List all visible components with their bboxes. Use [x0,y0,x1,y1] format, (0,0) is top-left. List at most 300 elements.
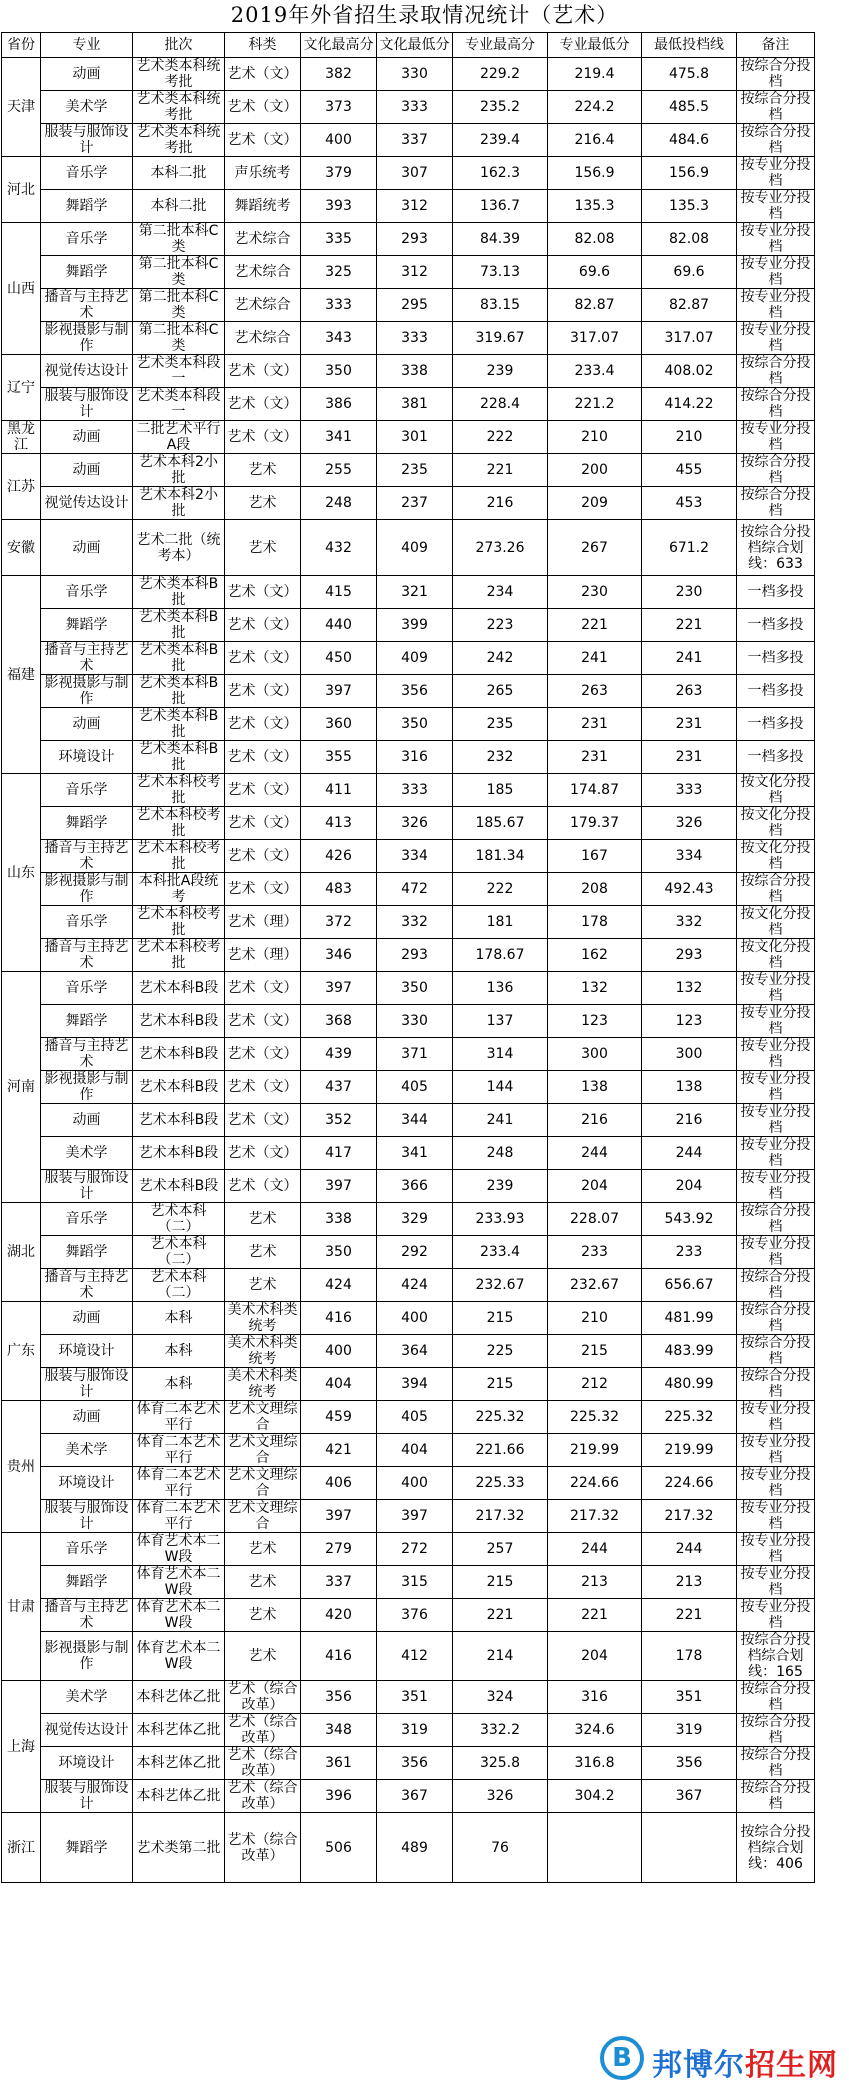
category-cell: 艺术（文） [225,124,301,157]
major-max-cell: 136.7 [453,190,548,223]
min-line-cell: 333 [642,774,737,807]
category-cell: 艺术 [225,1533,301,1566]
note-cell: 按文化分投档 [737,840,815,873]
batch-cell: 本科艺体乙批 [133,1714,225,1747]
table-row [2,1533,815,1566]
culture-min-cell: 381 [377,388,453,421]
table-row [2,609,815,642]
major-min-cell: 231 [548,741,642,774]
category-cell: 艺术（文） [225,840,301,873]
major-cell: 动画 [41,1401,133,1434]
min-line-cell: 492.43 [642,873,737,906]
major-min-cell: 316.8 [548,1747,642,1780]
header-min-line: 最低投档线 [642,33,737,58]
culture-max-cell: 360 [301,708,377,741]
culture-max-cell: 459 [301,1401,377,1434]
min-line-cell: 233 [642,1236,737,1269]
major-cell: 舞蹈学 [41,1005,133,1038]
min-line-cell: 293 [642,939,737,972]
min-line-cell: 217.32 [642,1500,737,1533]
major-min-cell: 244 [548,1137,642,1170]
note-cell: 按专业分投档 [737,1500,815,1533]
major-max-cell: 225.32 [453,1401,548,1434]
province-cell: 黑龙江 [2,421,41,454]
culture-max-cell: 400 [301,1335,377,1368]
category-cell: 艺术（文） [225,807,301,840]
culture-min-cell: 332 [377,906,453,939]
major-min-cell: 178 [548,906,642,939]
note-cell: 按综合分投档 [737,1681,815,1714]
culture-max-cell: 368 [301,1005,377,1038]
category-cell: 艺术 [225,1269,301,1302]
culture-min-cell: 272 [377,1533,453,1566]
culture-min-cell: 351 [377,1681,453,1714]
major-cell: 音乐学 [41,1203,133,1236]
note-cell: 一档多投 [737,675,815,708]
header-major-max: 专业最高分 [453,33,548,58]
major-min-cell: 221 [548,609,642,642]
culture-min-cell: 397 [377,1500,453,1533]
major-max-cell: 221.66 [453,1434,548,1467]
culture-max-cell: 415 [301,576,377,609]
culture-min-cell: 371 [377,1038,453,1071]
note-cell: 按专业分投档 [737,289,815,322]
note-cell: 按专业分投档 [737,322,815,355]
culture-max-cell: 426 [301,840,377,873]
watermark-text [652,2040,838,2084]
min-line-cell: 216 [642,1104,737,1137]
note-cell: 按专业分投档 [737,1533,815,1566]
table-row [2,190,815,223]
table-row [2,223,815,256]
batch-cell: 艺术类本科B批 [133,708,225,741]
major-min-cell: 138 [548,1071,642,1104]
culture-min-cell: 412 [377,1632,453,1681]
note-cell: 按专业分投档 [737,1401,815,1434]
culture-min-cell: 356 [377,675,453,708]
min-line-cell: 221 [642,609,737,642]
culture-max-cell: 350 [301,1236,377,1269]
major-cell: 服装与服饰设计 [41,1170,133,1203]
culture-min-cell: 337 [377,124,453,157]
min-line-cell: 414.22 [642,388,737,421]
major-max-cell: 319.67 [453,322,548,355]
batch-cell: 体育艺术本二W段 [133,1533,225,1566]
major-min-cell: 304.2 [548,1780,642,1813]
culture-min-cell: 472 [377,873,453,906]
major-min-cell: 316 [548,1681,642,1714]
note-cell: 按专业分投档 [737,1599,815,1632]
category-cell: 艺术（文） [225,91,301,124]
min-line-cell: 455 [642,454,737,487]
culture-max-cell: 338 [301,1203,377,1236]
table-row [2,91,815,124]
batch-cell: 艺术类本科B批 [133,609,225,642]
table-row [2,1269,815,1302]
province-cell: 河南 [2,972,41,1203]
culture-min-cell: 330 [377,1005,453,1038]
culture-max-cell: 416 [301,1302,377,1335]
note-cell: 一档多投 [737,576,815,609]
culture-min-cell: 329 [377,1203,453,1236]
major-cell: 音乐学 [41,1533,133,1566]
table-row [2,1335,815,1368]
major-cell: 动画 [41,708,133,741]
major-min-cell: 204 [548,1170,642,1203]
major-cell: 影视摄影与制作 [41,1632,133,1681]
culture-min-cell: 399 [377,609,453,642]
culture-min-cell: 235 [377,454,453,487]
note-cell: 按综合分投档 [737,487,815,520]
min-line-cell: 156.9 [642,157,737,190]
batch-cell: 第二批本科C类 [133,322,225,355]
major-min-cell: 221 [548,1599,642,1632]
min-line-cell: 481.99 [642,1302,737,1335]
note-cell: 按专业分投档 [737,223,815,256]
min-line-cell: 231 [642,741,737,774]
major-cell: 影视摄影与制作 [41,1071,133,1104]
category-cell: 艺术（理） [225,939,301,972]
min-line-cell: 475.8 [642,58,737,91]
note-cell: 按专业分投档 [737,1467,815,1500]
note-cell: 按文化分投档 [737,906,815,939]
major-max-cell: 162.3 [453,157,548,190]
batch-cell: 艺术本科校考批 [133,807,225,840]
major-cell: 环境设计 [41,1467,133,1500]
batch-cell: 艺术本科（二） [133,1269,225,1302]
table-row [2,1780,815,1813]
table-row [2,1005,815,1038]
culture-max-cell: 506 [301,1813,377,1883]
category-cell: 艺术文理综合 [225,1401,301,1434]
category-cell: 艺术（文） [225,972,301,1005]
major-cell: 播音与主持艺术 [41,289,133,322]
table-row [2,1714,815,1747]
culture-max-cell: 352 [301,1104,377,1137]
major-cell: 播音与主持艺术 [41,1269,133,1302]
culture-max-cell: 439 [301,1038,377,1071]
major-cell: 舞蹈学 [41,1566,133,1599]
province-cell: 浙江 [2,1813,41,1883]
major-min-cell: 221.2 [548,388,642,421]
note-cell: 按综合分投档 [737,124,815,157]
table-row [2,1302,815,1335]
major-cell: 影视摄影与制作 [41,873,133,906]
table-row [2,774,815,807]
culture-min-cell: 400 [377,1302,453,1335]
batch-cell: 艺术本科（二） [133,1203,225,1236]
major-min-cell: 213 [548,1566,642,1599]
major-cell: 动画 [41,520,133,576]
major-cell: 环境设计 [41,1747,133,1780]
major-min-cell: 216.4 [548,124,642,157]
major-cell: 服装与服饰设计 [41,388,133,421]
note-cell: 按综合分投档 [737,454,815,487]
major-max-cell: 221 [453,454,548,487]
table-row [2,1368,815,1401]
major-cell: 视觉传达设计 [41,355,133,388]
category-cell: 艺术（文） [225,873,301,906]
province-cell: 安徽 [2,520,41,576]
culture-min-cell: 333 [377,322,453,355]
major-max-cell: 137 [453,1005,548,1038]
header-row [2,33,815,58]
watermark-brand-b: 招生网 [745,2048,838,2083]
culture-max-cell: 346 [301,939,377,972]
note-cell: 按专业分投档 [737,1104,815,1137]
major-cell: 环境设计 [41,741,133,774]
major-max-cell: 234 [453,576,548,609]
batch-cell: 艺术类本科B批 [133,642,225,675]
header-province: 省份 [2,33,41,58]
major-min-cell: 167 [548,840,642,873]
major-max-cell: 221 [453,1599,548,1632]
note-cell: 按专业分投档 [737,157,815,190]
category-cell: 艺术（文） [225,708,301,741]
min-line-cell: 319 [642,1714,737,1747]
major-cell: 播音与主持艺术 [41,1038,133,1071]
culture-min-cell: 321 [377,576,453,609]
major-min-cell: 233.4 [548,355,642,388]
major-cell: 舞蹈学 [41,1813,133,1883]
culture-max-cell: 416 [301,1632,377,1681]
major-cell: 播音与主持艺术 [41,939,133,972]
batch-cell: 艺术本科校考批 [133,939,225,972]
culture-max-cell: 404 [301,1368,377,1401]
table-row [2,741,815,774]
culture-max-cell: 393 [301,190,377,223]
major-min-cell: 225.32 [548,1401,642,1434]
major-max-cell: 83.15 [453,289,548,322]
culture-max-cell: 372 [301,906,377,939]
province-cell: 福建 [2,576,41,774]
major-max-cell: 225 [453,1335,548,1368]
major-max-cell: 239 [453,1170,548,1203]
major-max-cell: 241 [453,1104,548,1137]
major-cell: 服装与服饰设计 [41,1780,133,1813]
culture-min-cell: 319 [377,1714,453,1747]
major-min-cell: 204 [548,1632,642,1681]
table-row [2,1813,815,1883]
major-max-cell: 232 [453,741,548,774]
culture-max-cell: 397 [301,972,377,1005]
major-max-cell: 325.8 [453,1747,548,1780]
culture-max-cell: 379 [301,157,377,190]
note-cell: 按综合分投档 [737,873,815,906]
major-min-cell: 267 [548,520,642,576]
major-cell: 舞蹈学 [41,609,133,642]
major-max-cell: 84.39 [453,223,548,256]
culture-min-cell: 376 [377,1599,453,1632]
min-line-cell: 138 [642,1071,737,1104]
min-line-cell: 135.3 [642,190,737,223]
major-max-cell: 214 [453,1632,548,1681]
major-cell: 舞蹈学 [41,190,133,223]
major-min-cell: 162 [548,939,642,972]
major-cell: 动画 [41,58,133,91]
province-cell: 江苏 [2,454,41,520]
major-min-cell: 209 [548,487,642,520]
culture-max-cell: 356 [301,1681,377,1714]
category-cell: 声乐统考 [225,157,301,190]
major-min-cell: 210 [548,1302,642,1335]
category-cell: 艺术 [225,1236,301,1269]
culture-max-cell: 421 [301,1434,377,1467]
major-max-cell: 257 [453,1533,548,1566]
major-max-cell: 314 [453,1038,548,1071]
note-cell: 按专业分投档 [737,1071,815,1104]
logo-icon: B [600,2036,644,2080]
table-row [2,1104,815,1137]
culture-min-cell: 341 [377,1137,453,1170]
min-line-cell: 178 [642,1632,737,1681]
culture-min-cell: 350 [377,972,453,1005]
major-cell: 美术学 [41,91,133,124]
major-max-cell: 144 [453,1071,548,1104]
province-cell: 贵州 [2,1401,41,1533]
note-cell: 按综合分投档 [737,1714,815,1747]
major-min-cell: 132 [548,972,642,1005]
batch-cell: 本科艺体乙批 [133,1681,225,1714]
major-min-cell: 174.87 [548,774,642,807]
culture-max-cell: 337 [301,1566,377,1599]
culture-min-cell: 237 [377,487,453,520]
culture-max-cell: 420 [301,1599,377,1632]
culture-min-cell: 489 [377,1813,453,1883]
culture-min-cell: 424 [377,1269,453,1302]
table-row [2,1681,815,1714]
major-min-cell: 217.32 [548,1500,642,1533]
major-min-cell: 231 [548,708,642,741]
batch-cell: 体育艺术本二W段 [133,1566,225,1599]
major-max-cell: 239.4 [453,124,548,157]
note-cell: 按专业分投档 [737,1236,815,1269]
major-max-cell: 235.2 [453,91,548,124]
batch-cell: 艺术本科B段 [133,1170,225,1203]
major-max-cell: 326 [453,1780,548,1813]
major-max-cell: 242 [453,642,548,675]
culture-min-cell: 292 [377,1236,453,1269]
major-max-cell: 73.13 [453,256,548,289]
batch-cell: 体育二本艺术平行 [133,1401,225,1434]
category-cell: 艺术（文） [225,1137,301,1170]
header-note: 备注 [737,33,815,58]
province-cell: 山西 [2,223,41,355]
province-cell: 湖北 [2,1203,41,1302]
table-row [2,1038,815,1071]
min-line-cell: 123 [642,1005,737,1038]
category-cell: 艺术（理） [225,906,301,939]
min-line-cell: 671.2 [642,520,737,576]
culture-max-cell: 411 [301,774,377,807]
batch-cell: 艺术本科B段 [133,972,225,1005]
note-cell: 一档多投 [737,642,815,675]
min-line-cell: 656.67 [642,1269,737,1302]
min-line-cell: 82.87 [642,289,737,322]
major-min-cell: 216 [548,1104,642,1137]
culture-min-cell: 293 [377,939,453,972]
batch-cell: 艺术类本科B批 [133,576,225,609]
header-major-min: 专业最低分 [548,33,642,58]
major-cell: 播音与主持艺术 [41,642,133,675]
min-line-cell: 484.6 [642,124,737,157]
province-cell: 上海 [2,1681,41,1813]
category-cell: 艺术（综合改革） [225,1681,301,1714]
table-row [2,289,815,322]
category-cell: 艺术（文） [225,1005,301,1038]
batch-cell: 体育二本艺术平行 [133,1467,225,1500]
culture-max-cell: 335 [301,223,377,256]
major-max-cell: 215 [453,1368,548,1401]
major-cell: 音乐学 [41,223,133,256]
major-max-cell: 265 [453,675,548,708]
culture-max-cell: 355 [301,741,377,774]
category-cell: 艺术（综合改革） [225,1714,301,1747]
category-cell: 艺术（综合改革） [225,1813,301,1883]
culture-max-cell: 386 [301,388,377,421]
major-cell: 服装与服饰设计 [41,1500,133,1533]
table-row [2,454,815,487]
batch-cell: 体育二本艺术平行 [133,1434,225,1467]
batch-cell: 本科艺体乙批 [133,1747,225,1780]
category-cell: 艺术（文） [225,355,301,388]
major-min-cell: 215 [548,1335,642,1368]
table-row [2,1137,815,1170]
category-cell: 艺术（文） [225,774,301,807]
category-cell: 美术术科类统考 [225,1368,301,1401]
category-cell: 艺术综合 [225,256,301,289]
culture-min-cell: 404 [377,1434,453,1467]
major-max-cell: 178.67 [453,939,548,972]
province-cell: 河北 [2,157,41,223]
batch-cell: 体育二本艺术平行 [133,1500,225,1533]
major-max-cell: 76 [453,1813,548,1883]
culture-min-cell: 405 [377,1401,453,1434]
min-line-cell: 132 [642,972,737,1005]
culture-min-cell: 400 [377,1467,453,1500]
category-cell: 艺术 [225,454,301,487]
batch-cell: 本科二批 [133,157,225,190]
table-row [2,388,815,421]
note-cell: 按综合分投档 [737,1780,815,1813]
category-cell: 艺术（文） [225,388,301,421]
province-cell: 山东 [2,774,41,972]
major-min-cell: 135.3 [548,190,642,223]
category-cell: 艺术（文） [225,1038,301,1071]
category-cell: 艺术（文） [225,609,301,642]
note-cell: 按综合分投档综合划线：165 [737,1632,815,1681]
note-cell: 按专业分投档 [737,1434,815,1467]
category-cell: 艺术（文） [225,1170,301,1203]
note-cell: 按文化分投档 [737,939,815,972]
batch-cell: 艺术类本科段一 [133,355,225,388]
note-cell: 按专业分投档 [737,1170,815,1203]
culture-max-cell: 373 [301,91,377,124]
major-cell: 视觉传达设计 [41,1714,133,1747]
note-cell: 按文化分投档 [737,774,815,807]
major-min-cell: 317.07 [548,322,642,355]
table-row [2,1599,815,1632]
major-max-cell: 223 [453,609,548,642]
major-max-cell: 185 [453,774,548,807]
min-line-cell: 326 [642,807,737,840]
culture-max-cell: 397 [301,1500,377,1533]
table-row [2,873,815,906]
major-max-cell: 248 [453,1137,548,1170]
culture-min-cell: 350 [377,708,453,741]
culture-max-cell: 424 [301,1269,377,1302]
culture-min-cell: 334 [377,840,453,873]
